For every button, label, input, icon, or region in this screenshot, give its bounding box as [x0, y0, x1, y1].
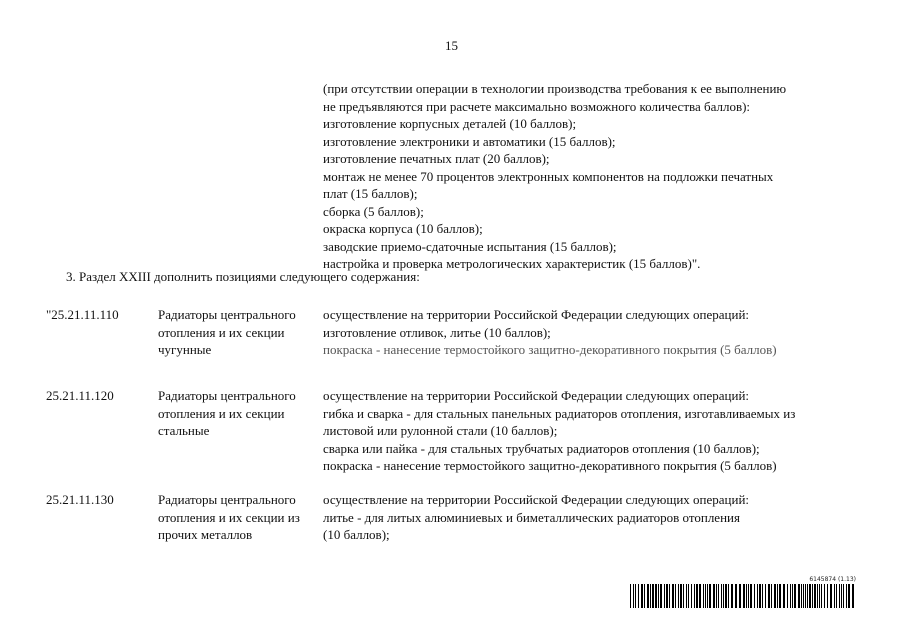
continued-criteria-list [323, 80, 883, 273]
okpd-code: "25.21.11.110 [46, 307, 119, 322]
operation-line: сварка или пайка - для стальных трубчатых радиаторов отопления (10 баллов); [323, 440, 760, 456]
operation-line: гибка и сварка - для стальных панельных радиаторов отопления, изготавливаемых из [323, 405, 796, 421]
product-name: Радиаторы центрального отопления и их секции из прочих металлов [158, 492, 300, 542]
continued-line: плат (15 баллов); [323, 186, 418, 201]
operation-line: покраска - нанесение термостойкого защитно-декоративного покрытия (5 баллов) [323, 342, 777, 357]
operations-list [323, 306, 888, 359]
page-number: 15 [445, 38, 458, 53]
continued-line: изготовление электроники и автоматики (15 баллов); [323, 133, 616, 149]
amendment-paragraph: 3. Раздел XXIII дополнить позициями следующего содержания: [66, 269, 420, 284]
continued-line: изготовление корпусных деталей (10 баллов); [323, 116, 577, 131]
operations-list [323, 387, 888, 475]
barcode-caption: 6145874 (1.13) [809, 576, 856, 583]
okpd-code: 25.21.11.120 [46, 388, 114, 403]
barcode-icon [630, 584, 856, 608]
okpd-code: 25.21.11.130 [46, 492, 114, 507]
operation-line: (10 баллов); [323, 527, 390, 542]
operation-line: листовой или рулонной стали (10 баллов); [323, 423, 558, 438]
operation-line: осуществление на территории Российской Федерации следующих операций: [323, 388, 750, 403]
operations-list [323, 491, 888, 544]
operation-line: осуществление на территории Российской Федерации следующих операций: [323, 307, 750, 322]
continued-line: сборка (5 баллов); [323, 203, 424, 219]
operation-line: литье - для литых алюминиевых и биметаллических радиаторов отопления [323, 509, 740, 525]
continued-line: не предъявляются при расчете максимально возможного количества баллов): [323, 98, 751, 114]
operation-line: изготовление отливок, литье (10 баллов); [323, 324, 551, 340]
continued-line: изготовление печатных плат (20 баллов); [323, 151, 550, 166]
continued-line: (при отсутствии операции в технологии производства требования к ее выполнению [323, 81, 787, 96]
operation-line: покраска - нанесение термостойкого защитно-декоративного покрытия (5 баллов) [323, 458, 777, 473]
continued-line: заводские приемо-сдаточные испытания (15 баллов); [323, 238, 617, 254]
product-name: Радиаторы центрального отопления и их секции чугунные [158, 307, 296, 357]
product-name: Радиаторы центрального отопления и их секции стальные [158, 388, 296, 438]
continued-line: настройка и проверка метрологических характеристик (15 баллов)". [323, 256, 701, 271]
continued-line: монтаж не менее 70 процентов электронных компонентов на подложки печатных [323, 168, 774, 184]
continued-line: окраска корпуса (10 баллов); [323, 221, 483, 236]
operation-line: осуществление на территории Российской Федерации следующих операций: [323, 492, 750, 507]
